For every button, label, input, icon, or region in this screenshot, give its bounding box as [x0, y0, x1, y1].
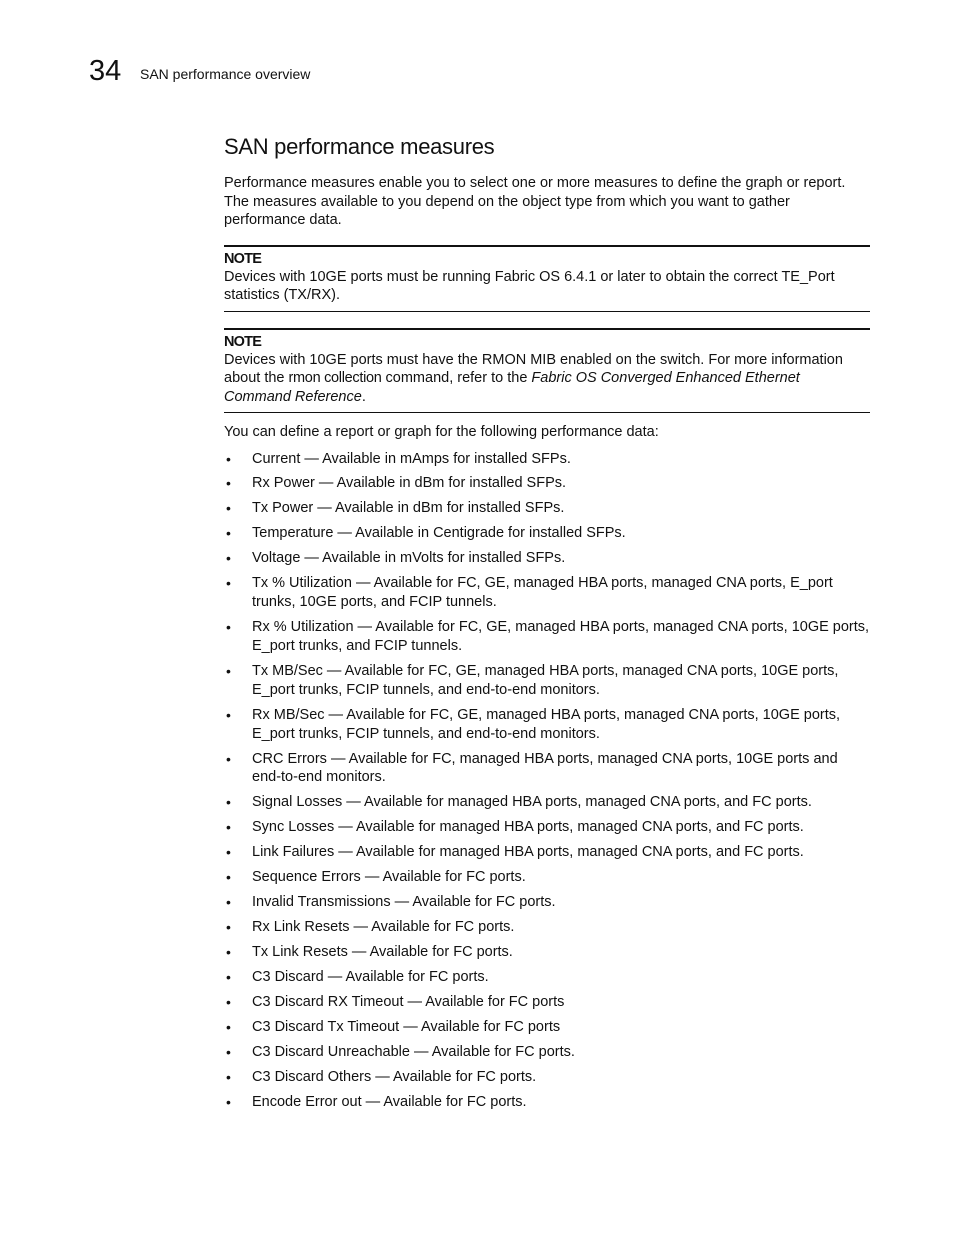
bullet-dot: • — [226, 1044, 231, 1061]
list-item — [224, 1043, 870, 1062]
list-item-text: C3 Discard Unreachable — Available for FC ports. — [252, 1044, 575, 1061]
list-item-text: Encode Error out — Available for FC ports. — [252, 1094, 527, 1111]
note-text: Devices with 10GE ports must be running Fabric OS 6.4.1 or later to obtain the correct TE_Port statistics (TX/RX). — [224, 268, 835, 303]
note-heading: NOTE — [224, 250, 262, 267]
list-item — [224, 574, 870, 612]
bullet-dot: • — [226, 575, 231, 592]
bullet-dot: • — [226, 944, 231, 961]
list-item-text: Link Failures — Available for managed HBA ports, managed CNA ports, and FC ports. — [252, 844, 804, 861]
note-text-part: . — [361, 388, 366, 405]
list-item — [224, 993, 870, 1012]
bullet-dot: • — [226, 475, 231, 492]
command-name: rmon collection — [288, 370, 382, 386]
list-item-text: Tx Power — Available in dBm for installed SFPs. — [252, 500, 565, 517]
list-item-text: Tx % Utilization — Available for FC, GE, managed HBA ports, managed CNA ports, E_port trunks, 10GE ports, and FCIP tunnels. — [252, 575, 833, 611]
list-item — [224, 1068, 870, 1087]
list-item — [224, 918, 870, 937]
bullet-dot: • — [226, 500, 231, 517]
list-item — [224, 818, 870, 837]
list-item-text: C3 Discard — Available for FC ports. — [252, 969, 489, 986]
list-item — [224, 524, 870, 543]
list-item-text: Rx % Utilization — Available for FC, GE, managed HBA ports, managed CNA ports, 10GE ports, E_port trunks, and FCIP tunnels. — [252, 619, 870, 654]
bullet-dot: • — [226, 969, 231, 986]
list-item — [224, 706, 870, 744]
bullet-dot: • — [226, 525, 231, 542]
note-text-part: Devices with 10GE ports must have the RMON MIB enabled on the switch. For more information about the — [224, 351, 843, 386]
list-item — [224, 750, 870, 788]
list-item — [224, 662, 870, 700]
chapter-number: 34 — [89, 55, 122, 87]
measures-list — [224, 450, 870, 1112]
chapter-title: SAN performance overview — [140, 66, 311, 82]
list-item — [224, 450, 870, 469]
list-item-text: Tx MB/Sec — Available for FC, GE, managed HBA ports, managed CNA ports, 10GE ports, E_port trunks, FCIP tunnels, and end-to-end monitors. — [252, 662, 839, 698]
bullet-dot: • — [226, 869, 231, 886]
note-text-part: command, refer to the — [381, 370, 532, 386]
list-lead: You can define a report or graph for the following performance data: — [224, 424, 659, 440]
list-item-text: Tx Link Resets — Available for FC ports. — [252, 944, 513, 961]
list-item — [224, 618, 870, 656]
list-item-text: Current — Available in mAmps for installed SFPs. — [252, 450, 571, 467]
list-item-text: C3 Discard RX Timeout — Available for FC ports — [252, 994, 565, 1011]
reference-title: Fabric OS Converged Enhanced Ethernet Command Reference — [224, 370, 800, 405]
list-item-text: Rx Power — Available in dBm for installed SFPs. — [252, 475, 567, 492]
list-item-text: Signal Losses — Available for managed HBA ports, managed CNA ports, and FC ports. — [252, 794, 812, 811]
bullet-dot: • — [226, 919, 231, 936]
bullet-dot: • — [226, 819, 231, 836]
note-text — [224, 351, 870, 407]
bullet-dot: • — [226, 1069, 231, 1086]
bullet-dot: • — [226, 794, 231, 811]
list-item-text: C3 Discard Tx Timeout — Available for FC ports — [252, 1019, 561, 1036]
list-item-text: Invalid Transmissions — Available for FC ports. — [252, 894, 556, 911]
section-title: SAN performance measures — [224, 134, 495, 159]
list-item — [224, 943, 870, 962]
list-item — [224, 1018, 870, 1037]
bullet-dot: • — [226, 844, 231, 861]
list-item — [224, 474, 870, 493]
list-item — [224, 968, 870, 987]
list-item-text: C3 Discard Others — Available for FC ports. — [252, 1069, 537, 1086]
bullet-dot: • — [226, 894, 231, 911]
list-item-text: Voltage — Available in mVolts for installed SFPs. — [252, 550, 566, 567]
list-item — [224, 1093, 870, 1112]
list-item — [224, 893, 870, 912]
list-item-text: CRC Errors — Available for FC, managed HBA ports, managed CNA ports, 10GE ports and end-to-end monitors. — [252, 750, 838, 786]
list-item — [224, 868, 870, 887]
list-item-text: Rx MB/Sec — Available for FC, GE, managed HBA ports, managed CNA ports, 10GE ports, E_port trunks, FCIP tunnels, and end-to-end monitors. — [252, 706, 841, 742]
bullet-dot: • — [226, 619, 231, 636]
list-item — [224, 843, 870, 862]
list-item-text: Rx Link Resets — Available for FC ports. — [252, 919, 515, 936]
bullet-dot: • — [226, 994, 231, 1011]
note-box-2 — [224, 328, 870, 414]
list-item — [224, 793, 870, 812]
list-item — [224, 549, 870, 568]
bullet-dot: • — [226, 662, 231, 679]
list-item-text: Sequence Errors — Available for FC ports. — [252, 869, 526, 886]
bullet-dot: • — [226, 750, 231, 767]
page-content — [224, 130, 870, 1118]
list-item-text: Sync Losses — Available for managed HBA ports, managed CNA ports, and FC ports. — [252, 819, 804, 836]
bullet-dot: • — [226, 450, 231, 467]
bullet-dot: • — [226, 1019, 231, 1036]
list-item-text: Temperature — Available in Centigrade for installed SFPs. — [252, 525, 626, 542]
intro-paragraph: Performance measures enable you to select one or more measures to define the graph or report. The measures available to you depend on the object type from which you want to gather performance data. — [224, 175, 846, 228]
bullet-dot: • — [226, 1094, 231, 1111]
bullet-dot: • — [226, 550, 231, 567]
bullet-dot: • — [226, 706, 231, 723]
note-box-1 — [224, 245, 870, 312]
list-item — [224, 499, 870, 518]
note-heading: NOTE — [224, 333, 262, 350]
